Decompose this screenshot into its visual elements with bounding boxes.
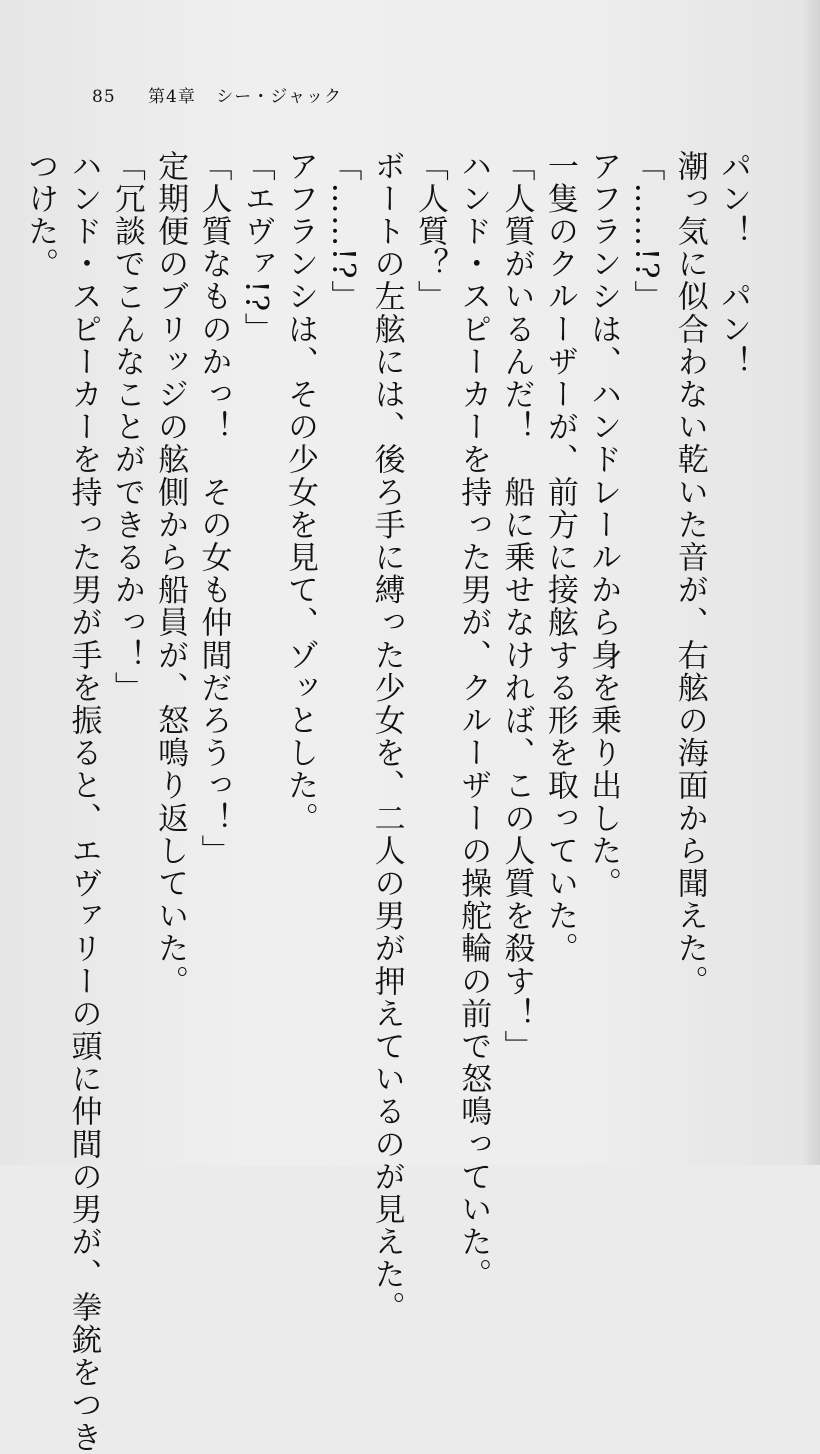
- text-line: 一隻のクルーザーが、前方に接舷する形を取っていた。: [541, 150, 578, 965]
- page-number: 85: [92, 87, 116, 107]
- text-line: ハンド・スピーカーを持った男が、クルーザーの操舵輪の前で怒鳴っていた。: [455, 150, 492, 1291]
- text-line: アフランシは、ハンドレールから身を乗り出した。: [585, 150, 622, 900]
- text-line: つけた。: [22, 150, 59, 281]
- chapter-label: 第4章: [148, 87, 196, 107]
- text-line: 「……!?」: [628, 150, 665, 313]
- text-line: 定期便のブリッジの舷側から船員が、怒鳴り返していた。: [152, 150, 189, 998]
- text-line: 「エヴァ!?」: [238, 150, 275, 346]
- text-line: ボートの左舷には、後ろ手に縛った少女を、二人の男が押えているのが見えた。: [368, 150, 405, 1324]
- chapter-title: シー・ジャック: [216, 87, 342, 107]
- text-line: ハンド・スピーカーを持った男が手を振ると、エヴァリーの頭に仲間の男が、拳銃をつき: [65, 150, 102, 1454]
- text-line: 「人質？」: [411, 150, 448, 313]
- text-line: 「……!?」: [325, 150, 362, 313]
- running-header: [92, 82, 342, 107]
- text-line: 潮っ気に似合わない乾いた音が、右舷の海面から聞えた。: [671, 150, 708, 998]
- text-line: アフランシは、その少女を見て、ゾッとした。: [282, 150, 319, 835]
- text-line: 「人質なものかっ！ その女も仲間だろうっ！」: [195, 150, 232, 868]
- vertical-text-body: [18, 150, 754, 1454]
- text-line: パン！ パン！: [715, 150, 751, 379]
- text-line: 「冗談でこんなことができるかっ！」: [108, 150, 145, 705]
- page-gutter-shadow: [802, 0, 820, 1165]
- text-line: 「人質がいるんだ！ 船に乗せなければ、この人質を殺す！」: [498, 150, 535, 1063]
